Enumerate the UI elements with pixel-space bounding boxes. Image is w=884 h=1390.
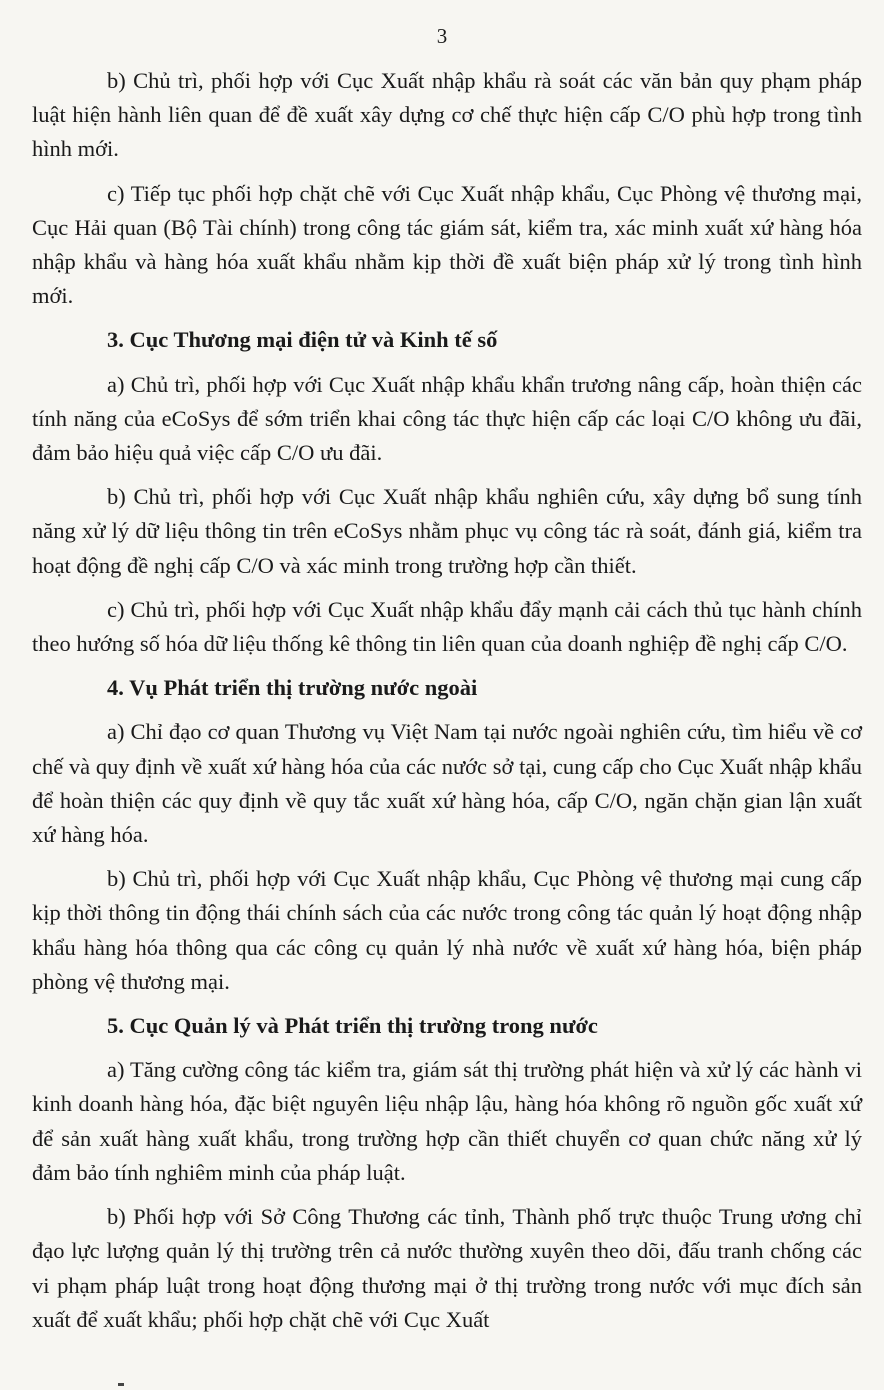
paragraph-4a: a) Chỉ đạo cơ quan Thương vụ Việt Nam tại nước ngoài nghiên cứu, tìm hiểu về cơ chế và quy định về xuất xứ hàng hóa của các nước sở tại, cung cấp cho Cục Xuất nhập khẩu để hoàn thiện các quy định về quy tắc xuất xứ hàng hóa, cấp C/O, ngăn chặn gian lận xuất xứ hàng hóa. (32, 719, 862, 848)
paragraph-3a: a) Chủ trì, phối hợp với Cục Xuất nhập khẩu khẩn trương nâng cấp, hoàn thiện các tính năng của eCoSys để sớm triển khai công tác thực hiện cấp các loại C/O không ưu đãi, đảm bảo hiệu quả việc cấp C/O ưu đãi. (32, 371, 862, 466)
paragraph-5a: a) Tăng cường công tác kiểm tra, giám sát thị trường phát hiện và xử lý các hành vi kinh doanh hàng hóa, đặc biệt nguyên liệu nhập lậu, hàng hóa không rõ nguồn gốc xuất xứ để sản xuất hàng xuất khẩu, trong trường hợp cần thiết chuyển cơ quan chức năng xử lý đảm bảo tính nghiêm minh của pháp luật. (32, 1057, 862, 1185)
page-number: 3 (436, 24, 448, 48)
scan-mark (118, 1383, 124, 1386)
paragraph-3-c: c) Tiếp tục phối hợp chặt chẽ với Cục Xuất nhập khẩu, Cục Phòng vệ thương mại, Cục Hải quan (Bộ Tài chính) trong công tác giám sát, kiểm tra, xác minh xuất xứ hàng hóa nhập khẩu và hàng hóa xuất khẩu nhằm kịp thời đề xuất biện pháp xử lý trong tình hình mới. (32, 180, 862, 309)
paragraph-3-b: b) Chủ trì, phối hợp với Cục Xuất nhập khẩu rà soát các văn bản quy phạm pháp luật hiện hành liên quan để đề xuất xây dựng cơ chế thực hiện cấp C/O phù hợp trong tình hình mới. (32, 68, 862, 162)
paragraph-3c: c) Chủ trì, phối hợp với Cục Xuất nhập khẩu đẩy mạnh cải cách thủ tục hành chính theo hướng số hóa dữ liệu thống kê thông tin liên quan của doanh nghiệp đề nghị cấp C/O. (32, 596, 862, 657)
paragraph-4b: b) Chủ trì, phối hợp với Cục Xuất nhập khẩu, Cục Phòng vệ thương mại cung cấp kịp thời thông tin động thái chính sách của các nước trong công tác quản lý hoạt động nhập khẩu hàng hóa thông qua các công cụ quản lý nhà nước về xuất xứ hàng hóa, biện pháp phòng vệ thương mại. (32, 866, 862, 994)
section-heading-4: 4. Vụ Phát triển thị trường nước ngoài (107, 675, 478, 701)
paragraph-5b: b) Phối hợp với Sở Công Thương các tỉnh, Thành phố trực thuộc Trung ương chỉ đạo lực lượng quản lý thị trường trên cả nước thường xuyên theo dõi, đấu tranh chống các vi phạm pháp luật trong hoạt động thương mại ở thị trường trong nước với mục đích sản xuất để xuất khẩu; phối hợp chặt chẽ với Cục Xuất (32, 1204, 862, 1332)
section-heading-3: 3. Cục Thương mại điện tử và Kinh tế số (107, 327, 498, 353)
paragraph-3b: b) Chủ trì, phối hợp với Cục Xuất nhập khẩu nghiên cứu, xây dựng bổ sung tính năng xử lý dữ liệu thông tin trên eCoSys nhằm phục vụ công tác rà soát, đánh giá, kiểm tra hoạt động đề nghị cấp C/O và xác minh trong trường hợp cần thiết. (32, 484, 862, 578)
section-heading-5: 5. Cục Quản lý và Phát triển thị trường trong nước (107, 1013, 598, 1039)
document-body (32, 64, 862, 1347)
